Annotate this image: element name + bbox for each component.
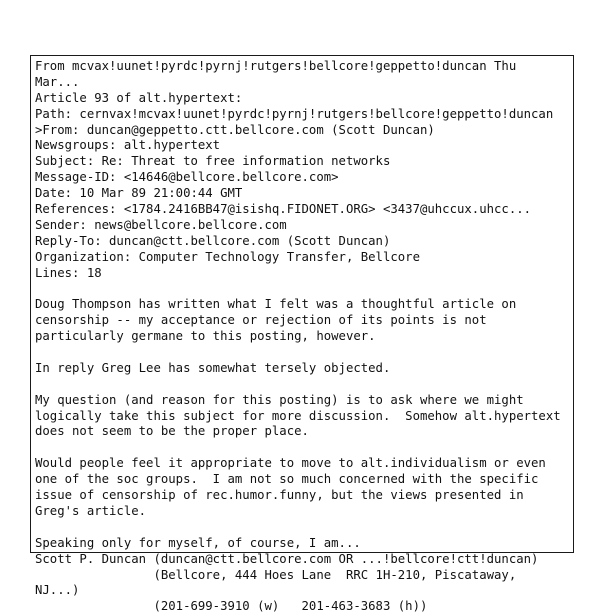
blank-line [35,281,570,297]
header-path: Path: cernvax!mcvax!uunet!pyrdc!pyrnj!rutgers!bellcore!geppetto!duncan [35,106,554,121]
body-line: In reply Greg Lee has somewhat tersely objected. [35,360,391,375]
article-window [30,55,574,614]
article-body [35,59,570,615]
header-references: References: <1784.2416BB47@isishq.FIDONET.ORG> <3437@uhccux.uhcc... [35,202,532,217]
header-from-line-continued: Mar... [35,74,80,89]
body-line: Doug Thompson has written what I felt was a thoughtful article on [35,297,517,312]
signature-line: (Bellcore, 444 Hoes Lane RRC 1H-210, Piscataway, [35,567,517,582]
signature-line: Speaking only for myself, of course, I am... [35,535,361,550]
body-line: censorship -- my acceptance or rejection of its points is not [35,313,487,328]
header-from-line: From mcvax!uunet!pyrdc!pyrnj!rutgers!bellcore!geppetto!duncan Thu [35,59,517,73]
header-sender: Sender: news@bellcore.bellcore.com [35,217,287,232]
blank-line [35,345,570,361]
header-reply-to: Reply-To: duncan@ctt.bellcore.com (Scott Duncan) [35,233,391,248]
body-line: issue of censorship of rec.humor.funny, but the views presented in [35,488,524,503]
header-message-id: Message-ID: <14646@bellcore.bellcore.com> [35,170,339,185]
header-date: Date: 10 Mar 89 21:00:44 GMT [35,186,243,201]
header-newsgroups: Newsgroups: alt.hypertext [35,138,221,153]
header-organization: Organization: Computer Technology Transfer, Bellcore [35,249,420,264]
signature-line: Scott P. Duncan (duncan@ctt.bellcore.com OR ...!bellcore!ctt!duncan) [35,551,539,566]
header-from: >From: duncan@geppetto.ctt.bellcore.com (Scott Duncan) [35,122,435,137]
blank-line [35,440,570,456]
body-line: particularly germane to this posting, however. [35,329,376,344]
header-lines: Lines: 18 [35,265,102,280]
body-line: one of the soc groups. I am not so much concerned with the specific [35,472,539,487]
blank-line [35,520,570,536]
header-subject: Subject: Re: Threat to free information networks [35,154,391,169]
article-number-line: Article 93 of alt.hypertext: [35,90,243,105]
signature-line: NJ...) [35,583,80,598]
body-line: does not seem to be the proper place. [35,424,309,439]
body-line: Greg's article. [35,503,147,518]
body-line: My question (and reason for this posting) is to ask where we might [35,392,524,407]
body-line: logically take this subject for more discussion. Somehow alt.hypertext [35,408,561,423]
body-line: Would people feel it appropriate to move to alt.individualism or even [35,456,546,471]
signature-line: (201-699-3910 (w) 201-463-3683 (h)) [35,599,428,614]
blank-line [35,377,570,393]
